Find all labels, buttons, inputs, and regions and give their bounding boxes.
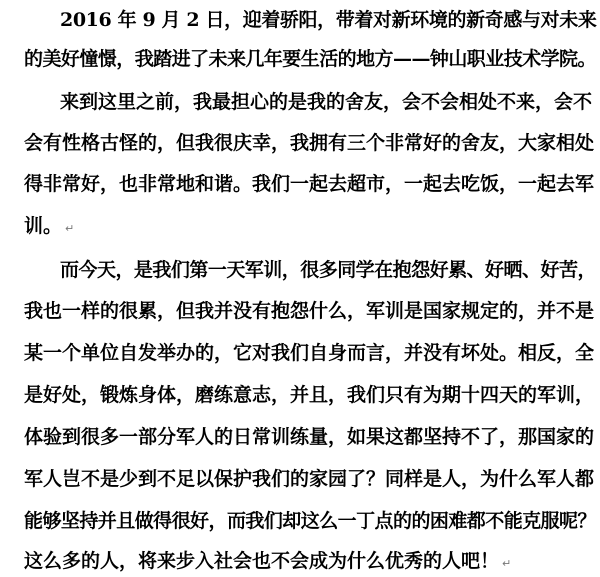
paragraph-3-line-5: 体验到很多一部分军人的日常训练量，如果这都坚持不了，那国家的 <box>24 426 595 448</box>
paragraph-2-line-1: 来到这里之前，我最担心的是我的舍友，会不会相处不来，会不 <box>60 91 593 113</box>
paragraph-2-line-4 <box>24 214 74 238</box>
paragraph-3-line-3: 某一个单位自发举办的，它对我们自身而言，并没有坏处。相反，全 <box>24 342 595 364</box>
paragraph-1-line-2: 的美好憧憬，我踏进了未来几年要生活的地方——钟山职业技术学院。 <box>24 48 596 70</box>
paragraph-mark-icon: ↵ <box>502 557 512 570</box>
paragraph-1-line-1: 2016 年 9 月 2 日，迎着骄阳，带着对新环境的新奇感与对未来 <box>60 9 597 31</box>
paragraph-3-line-7: 能够坚持并且做得很好，而我们却这么一丁点的的困难都不能克服呢？ <box>24 510 596 532</box>
paragraph-3-line-8 <box>24 549 511 573</box>
paragraph-2-line-3: 得非常好，也非常地和谐。我们一起去超市，一起去吃饭，一起去军 <box>24 173 595 195</box>
paragraph-2-line-2: 会有性格古怪的，但我很庆幸，我拥有三个非常好的舍友，大家相处 <box>24 132 595 154</box>
paragraph-3-line-8-text: 这么多的人，将来步入社会也不会成为什么优秀的人吧！ <box>24 550 500 572</box>
paragraph-3-line-1: 而今天，是我们第一天军训，很多同学在抱怨好累、好晒、好苦， <box>60 259 596 281</box>
paragraph-3-line-4: 是好处，锻炼身体，磨练意志，并且，我们只有为期十四天的军训， <box>24 384 595 406</box>
paragraph-3-line-6: 军人岂不是少到不足以保护我们的家园了？同样是人，为什么军人都 <box>24 468 595 490</box>
paragraph-mark-icon: ↵ <box>65 222 75 235</box>
paragraph-2-line-4-text: 训。 <box>24 215 63 237</box>
paragraph-3-line-2: 我也一样的很累，但我并没有抱怨什么，军训是国家规定的，并不是 <box>24 300 595 322</box>
